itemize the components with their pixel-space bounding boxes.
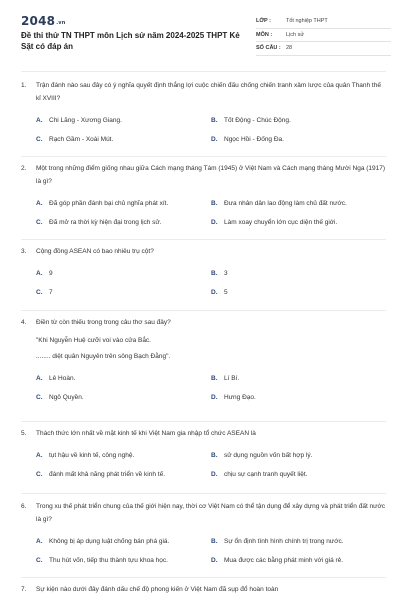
- option-d[interactable]: [211, 283, 386, 302]
- option-text: Mua được các bằng phát minh với giá rẻ.: [224, 557, 344, 564]
- option-text: 5: [224, 289, 228, 296]
- document-title: Đề thi thử TN THPT môn Lịch sử năm 2024-2025 THPT Kẻ Sặt có đáp án: [21, 31, 240, 51]
- meta-row-class: [256, 15, 391, 29]
- question-body: Một trong những điểm giống nhau giữa Cách mạng tháng Tám (1945) ở Việt Nam và Cách mạng tháng Mười Nga (1917) là gì?: [36, 165, 386, 185]
- option-letter: A.: [36, 538, 43, 545]
- divider: [21, 577, 386, 578]
- question-text: [21, 427, 386, 440]
- option-text: Lí Bí.: [224, 375, 240, 382]
- option-letter: A.: [36, 270, 43, 277]
- option-text: sử dụng nguồn vốn bất hợp lý.: [224, 452, 313, 459]
- question-number: 4.: [21, 319, 27, 326]
- option-a[interactable]: [36, 446, 211, 465]
- option-letter: A.: [36, 200, 43, 207]
- option-d[interactable]: [211, 213, 386, 232]
- option-letter: B.: [211, 538, 218, 545]
- question-number: 1.: [21, 82, 27, 89]
- question-body: Trận đánh nào sau đây có ý nghĩa quyết định thắng lợi cuộc chiến đấu chống chiến tranh xâm lược của quân Thanh thế kỉ XVIII?: [36, 82, 381, 102]
- question-number: 6.: [21, 503, 27, 510]
- option-text: Đã góp phần đánh bại chủ nghĩa phát xít.: [49, 200, 169, 207]
- option-letter: D.: [211, 289, 218, 296]
- meta-value: Lịch sử: [286, 31, 305, 38]
- option-b[interactable]: [211, 446, 386, 465]
- option-letter: A.: [36, 117, 43, 124]
- option-d[interactable]: [211, 388, 386, 407]
- question-number: 5.: [21, 430, 27, 437]
- document-header: [0, 0, 400, 66]
- option-letter: C.: [36, 471, 43, 478]
- options: [21, 369, 386, 407]
- option-letter: D.: [211, 136, 218, 143]
- question-body: Cộng đồng ASEAN có bao nhiêu trụ cột?: [36, 248, 154, 255]
- meta-value: Tốt nghiệp THPT: [286, 18, 328, 25]
- option-letter: D.: [211, 557, 218, 564]
- option-b[interactable]: [211, 369, 386, 388]
- option-letter: D.: [211, 471, 218, 478]
- question-text: [21, 79, 386, 105]
- option-c[interactable]: [36, 130, 211, 149]
- meta-key: MÔN :: [256, 31, 273, 38]
- option-b[interactable]: [211, 264, 386, 283]
- option-letter: C.: [36, 219, 43, 226]
- option-a[interactable]: [36, 194, 211, 213]
- question-3: [21, 245, 386, 302]
- quote-line: ........ diệt quân Nguyên trên sông Bạch Đằng".: [36, 353, 171, 360]
- option-letter: B.: [211, 200, 218, 207]
- meta-value: 28: [286, 45, 293, 52]
- option-text: chịu sự cạnh tranh quyết liệt.: [224, 471, 308, 478]
- meta-row-count: [256, 42, 391, 56]
- option-letter: D.: [211, 219, 218, 226]
- option-text: Ngô Quyền.: [49, 394, 84, 401]
- option-text: Sự ổn định tình hình chính trị trong nước.: [224, 538, 344, 545]
- option-a[interactable]: [36, 111, 211, 130]
- question-7: [21, 583, 386, 596]
- option-b[interactable]: [211, 194, 386, 213]
- option-c[interactable]: [36, 283, 211, 302]
- question-text: [21, 316, 386, 329]
- option-text: Rạch Gầm - Xoài Mút.: [49, 136, 114, 143]
- option-letter: B.: [211, 117, 218, 124]
- divider: [21, 310, 386, 311]
- option-b[interactable]: [211, 532, 386, 551]
- question-body: Thách thức lớn nhất về mặt kinh tế khi Việt Nam gia nhập tổ chức ASEAN là: [36, 430, 256, 437]
- divider: [21, 421, 386, 422]
- question-text: [21, 245, 386, 258]
- meta-table: [256, 15, 391, 56]
- option-letter: B.: [211, 452, 218, 459]
- quote-line: "Khi Nguyễn Huệ cưỡi voi vào cửa Bắc.: [36, 337, 151, 344]
- option-letter: A.: [36, 452, 43, 459]
- question-body: Sự kiện nào dưới đây đánh dấu chế độ phong kiến ở Việt Nam đã sụp đổ hoàn toàn: [36, 586, 279, 593]
- option-text: 9: [49, 270, 53, 277]
- divider: [21, 71, 386, 72]
- option-a[interactable]: [36, 532, 211, 551]
- divider: [21, 239, 386, 240]
- option-text: Không bị áp dụng luật chống bán phá giá.: [49, 538, 170, 545]
- question-1: [21, 79, 386, 149]
- question-number: 3.: [21, 248, 27, 255]
- option-d[interactable]: [211, 465, 386, 484]
- logo-main: 2048: [21, 14, 56, 28]
- option-text: Thu hút vốn, tiếp thu thành tựu khoa học.: [49, 557, 168, 564]
- option-letter: A.: [36, 375, 43, 382]
- option-letter: B.: [211, 375, 218, 382]
- option-text: Chi Lăng - Xương Giang.: [49, 117, 122, 124]
- divider: [21, 493, 386, 494]
- options: [21, 194, 386, 232]
- question-6: [21, 500, 386, 570]
- option-letter: D.: [211, 394, 218, 401]
- question-number: 7.: [21, 586, 27, 593]
- option-c[interactable]: [36, 465, 211, 484]
- site-logo[interactable]: [21, 14, 66, 28]
- option-b[interactable]: [211, 111, 386, 130]
- meta-row-subject: [256, 29, 391, 43]
- option-letter: C.: [36, 289, 43, 296]
- divider: [21, 156, 386, 157]
- option-c[interactable]: [36, 213, 211, 232]
- option-text: đánh mất khả năng phát triển về kinh tế.: [49, 471, 165, 478]
- logo-suffix: .vn: [56, 20, 66, 26]
- question-5: [21, 427, 386, 484]
- question-number: 2.: [21, 165, 27, 172]
- question-4: [21, 316, 386, 407]
- option-text: Ngọc Hồi - Đống Đa.: [224, 136, 284, 143]
- option-text: Tốt Động - Chúc Động.: [224, 117, 291, 124]
- question-body: Trong xu thế phát triển chung của thế giới hiện nay, thời cơ Việt Nam có thể tận dụng để xây dựng và phát triển đất nước là gì?: [36, 503, 386, 523]
- options: [21, 111, 386, 149]
- question-body: Điền từ còn thiếu trong trong câu thơ sau đây?: [36, 319, 171, 326]
- option-text: Đã mở ra thời kỳ hiện đại trong lịch sử.: [49, 219, 162, 226]
- option-letter: C.: [36, 136, 43, 143]
- option-text: 7: [49, 289, 53, 296]
- option-letter: C.: [36, 394, 43, 401]
- option-a[interactable]: [36, 369, 211, 388]
- options: [21, 532, 386, 570]
- option-c[interactable]: [36, 388, 211, 407]
- option-letter: B.: [211, 270, 218, 277]
- option-text: Đưa nhân dân lao động làm chủ đất nước.: [224, 200, 347, 207]
- option-text: 3: [224, 270, 228, 277]
- meta-key: LỚP :: [256, 18, 271, 25]
- question-text: [21, 162, 386, 188]
- option-d[interactable]: [211, 130, 386, 149]
- option-c[interactable]: [36, 551, 211, 570]
- meta-key: SỐ CÂU :: [256, 45, 281, 52]
- option-text: Hưng Đạo.: [224, 394, 256, 401]
- option-letter: C.: [36, 557, 43, 564]
- option-text: Làm xoay chuyển lớn cục diện thế giới.: [224, 219, 338, 226]
- options: [21, 446, 386, 484]
- option-a[interactable]: [36, 264, 211, 283]
- option-d[interactable]: [211, 551, 386, 570]
- option-text: Lê Hoàn.: [49, 375, 76, 382]
- question-text: [21, 500, 386, 526]
- question-text: [21, 583, 386, 596]
- question-2: [21, 162, 386, 232]
- option-text: tụt hậu về kinh tế, công nghệ.: [49, 452, 135, 459]
- options: [21, 264, 386, 302]
